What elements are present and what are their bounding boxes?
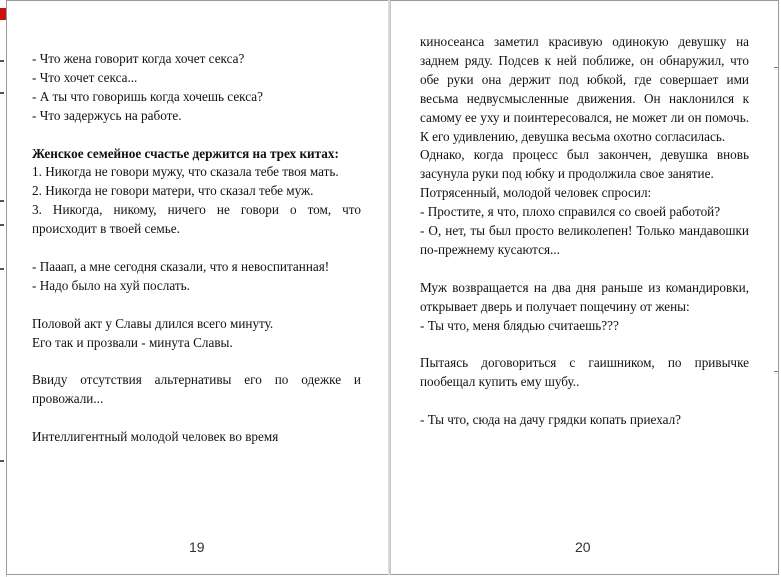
text-line: Половой акт у Славы длился всего минуту. <box>32 315 274 331</box>
text-line: - Что жена говорит когда хочет секса? <box>32 51 245 66</box>
paragraph-gap <box>32 296 361 315</box>
edge-mark <box>0 200 4 202</box>
text-line: - Простите, я что, плохо справился со своей работой? <box>420 204 721 220</box>
text-line: 2. Никогда не говори матери, что сказал тебе муж. <box>32 183 314 199</box>
text-line: - Ты что, сюда на дачу грядки копать приехал? <box>420 412 682 428</box>
text-line: - А ты что говоришь когда хочешь секса? <box>32 88 263 104</box>
text-line: - Надо было на хуй послать. <box>32 277 190 293</box>
edge-tick <box>774 67 778 68</box>
text-line: 3. Никогда, никому, ничего не говори о том, что происходит в твоей семье. <box>32 202 361 237</box>
text-line: 1. Никогда не говори мужу, что сказала тебе твоя мать. <box>32 164 339 180</box>
paragraph-gap <box>32 409 361 428</box>
right-page-text <box>420 33 749 430</box>
text-line: - О, нет, ты был просто великолепен! Только мандавошки по-прежнему кусаются... <box>420 223 749 257</box>
edge-mark <box>0 224 4 226</box>
text-line: Пытаясь договориться с гаишником, по привычке пообещал купить ему шубу.. <box>420 355 749 390</box>
text-line: - Что задержусь на работе. <box>32 107 182 123</box>
paragraph-gap <box>32 126 361 145</box>
edge-tick <box>774 371 778 372</box>
text-line: Интеллигентный молодой человек во время <box>32 429 279 445</box>
text-line: - Пааап, а мне сегодня сказали, что я невоспитанная! <box>32 258 330 274</box>
paragraph-gap <box>420 260 749 279</box>
text-line: - Ты что, меня блядью считаешь??? <box>420 317 619 333</box>
paragraph-gap <box>420 335 749 354</box>
left-page-text <box>32 50 361 447</box>
right-page <box>390 0 779 575</box>
edge-mark <box>0 460 4 462</box>
text-line: киносеанса заметил красивую одинокую девушку на заднем ряду. Подсев к ней поближе, он обнаружил, что обе руки она держит под юбкой, где совершает ими весьма недвусмысленные движения. Он наклонился к самому ее уху и поинтересовался, не может ли он помочь. К его удивлению, девушка весьма охотно согласилась. <box>420 34 749 144</box>
paragraph-gap <box>32 352 361 371</box>
left-page <box>6 0 390 575</box>
text-line: Муж возвращается на два дня раньше из командировки, открывает дверь и получает пощечину от жены: <box>420 279 749 314</box>
edge-mark <box>0 92 4 94</box>
text-line: Потрясенный, молодой человек спросил: <box>420 185 652 201</box>
block-title: Женское семейное счастье держится на трех китах: <box>32 145 339 161</box>
right-page-number: 20 <box>575 539 591 555</box>
edge-mark <box>0 60 4 62</box>
left-page-number: 19 <box>189 539 205 555</box>
text-line: Ввиду отсутствия альтернативы его по одежке и провожали... <box>32 372 361 407</box>
text-line: - Что хочет секса... <box>32 69 138 85</box>
paragraph-gap <box>32 239 361 258</box>
text-line: Однако, когда процесс был закончен, девушка вновь засунула руки под юбку и продолжила свое занятие. <box>420 147 749 182</box>
text-line: Его так и прозвали - минута Славы. <box>32 334 233 350</box>
paragraph-gap <box>420 392 749 411</box>
edge-mark <box>0 268 4 270</box>
